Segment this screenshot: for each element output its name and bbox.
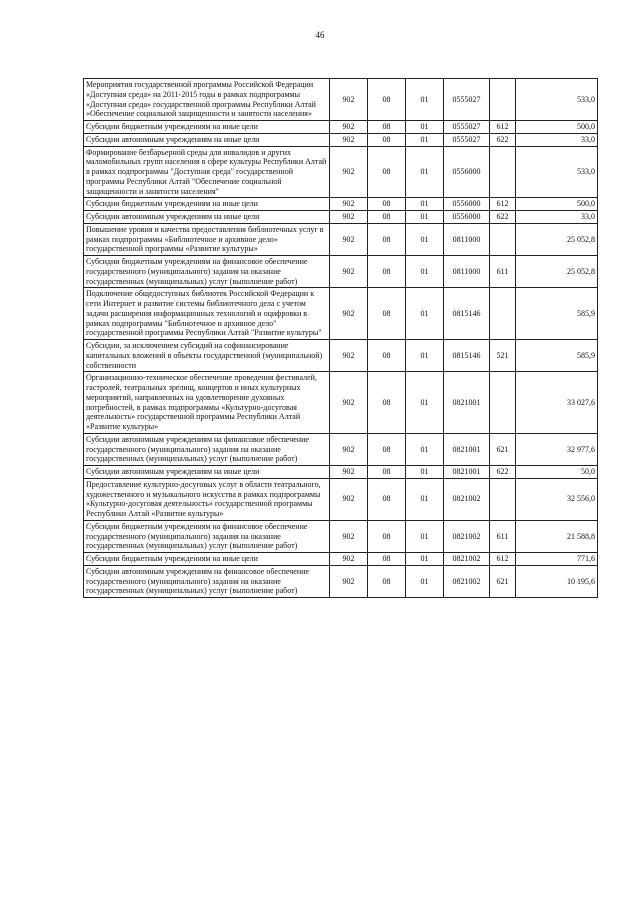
section-code: 08 bbox=[368, 433, 406, 465]
subsection-code: 01 bbox=[406, 133, 444, 146]
ministry-code: 902 bbox=[330, 121, 368, 134]
target-item-code: 0821001 bbox=[444, 433, 490, 465]
expense-type-code bbox=[490, 79, 516, 121]
amount-value: 585,9 bbox=[516, 340, 598, 372]
row-name: Предоставление культурно-досуговых услуг в области театрального, художественного и музыкального искусства в рамках подпрограммы «Культурно-досуговая деятельность» государственной программы Республики Алтай «Развитие культуры» bbox=[84, 478, 330, 520]
expense-type-code: 611 bbox=[490, 520, 516, 552]
table-row bbox=[84, 466, 598, 479]
ministry-code: 902 bbox=[330, 146, 368, 198]
amount-value: 771,6 bbox=[516, 553, 598, 566]
target-item-code: 0556000 bbox=[444, 198, 490, 211]
row-name: Субсидии автономным учреждениям на иные цели bbox=[84, 211, 330, 224]
ministry-code: 902 bbox=[330, 478, 368, 520]
target-item-code: 0555027 bbox=[444, 121, 490, 134]
expense-type-code: 621 bbox=[490, 565, 516, 597]
amount-value: 21 588,8 bbox=[516, 520, 598, 552]
ministry-code: 902 bbox=[330, 340, 368, 372]
subsection-code: 01 bbox=[406, 256, 444, 288]
target-item-code: 0556000 bbox=[444, 211, 490, 224]
expense-type-code bbox=[490, 146, 516, 198]
section-code: 08 bbox=[368, 146, 406, 198]
subsection-code: 01 bbox=[406, 198, 444, 211]
row-name: Субсидии автономным учреждениям на финансовое обеспечение государственного (муниципального) задания на оказание государственных (муниципальных) услуг (выполнение работ) bbox=[84, 565, 330, 597]
target-item-code: 0821001 bbox=[444, 466, 490, 479]
ministry-code: 902 bbox=[330, 256, 368, 288]
amount-value: 500,0 bbox=[516, 121, 598, 134]
row-name: Субсидии бюджетным учреждениям на финансовое обеспечение государственного (муниципального) задания на оказание государственных (муниципальных) услуг (выполнение работ) bbox=[84, 256, 330, 288]
amount-value: 533,0 bbox=[516, 79, 598, 121]
subsection-code: 01 bbox=[406, 121, 444, 134]
ministry-code: 902 bbox=[330, 288, 368, 340]
table-row bbox=[84, 553, 598, 566]
ministry-code: 902 bbox=[330, 223, 368, 255]
table-row bbox=[84, 520, 598, 552]
ministry-code: 902 bbox=[330, 211, 368, 224]
amount-value: 32 556,0 bbox=[516, 478, 598, 520]
amount-value: 32 977,6 bbox=[516, 433, 598, 465]
table-row bbox=[84, 433, 598, 465]
expense-type-code bbox=[490, 223, 516, 255]
section-code: 08 bbox=[368, 256, 406, 288]
expense-type-code: 521 bbox=[490, 340, 516, 372]
target-item-code: 0555027 bbox=[444, 133, 490, 146]
target-item-code: 0811000 bbox=[444, 256, 490, 288]
section-code: 08 bbox=[368, 340, 406, 372]
expense-type-code: 611 bbox=[490, 256, 516, 288]
section-code: 08 bbox=[368, 565, 406, 597]
subsection-code: 01 bbox=[406, 520, 444, 552]
target-item-code: 0815146 bbox=[444, 340, 490, 372]
section-code: 08 bbox=[368, 198, 406, 211]
row-name: Субсидии бюджетным учреждениям на иные цели bbox=[84, 121, 330, 134]
page-number: 46 bbox=[315, 30, 325, 40]
subsection-code: 01 bbox=[406, 288, 444, 340]
ministry-code: 902 bbox=[330, 372, 368, 434]
amount-value: 533,0 bbox=[516, 146, 598, 198]
subsection-code: 01 bbox=[406, 211, 444, 224]
row-name: Субсидии автономным учреждениям на иные цели bbox=[84, 466, 330, 479]
subsection-code: 01 bbox=[406, 553, 444, 566]
row-name: Подключение общедоступных библиотек Российской Федерации к сети Интернет и развитие системы библиотечного дела с учетом задачи расширения информационных технологий и оцифровки в рамках подпрограммы "Библиотечное и архивное дело" государственной программы Республики Алтай "Развитие культуры" bbox=[84, 288, 330, 340]
section-code: 08 bbox=[368, 79, 406, 121]
table-row bbox=[84, 211, 598, 224]
row-name: Субсидии автономным учреждениям на финансовое обеспечение государственного (муниципального) задания на оказание государственных (муниципальных) услуг (выполнение работ) bbox=[84, 433, 330, 465]
subsection-code: 01 bbox=[406, 223, 444, 255]
table-row bbox=[84, 121, 598, 134]
amount-value: 500,0 bbox=[516, 198, 598, 211]
row-name: Повышение уровня и качества предоставления библиотечных услуг в рамках подпрограммы «Библиотечное и архивное дело» государственной программы «Развитие культуры» bbox=[84, 223, 330, 255]
table-row bbox=[84, 146, 598, 198]
expense-type-code bbox=[490, 288, 516, 340]
target-item-code: 0821002 bbox=[444, 478, 490, 520]
table-row bbox=[84, 372, 598, 434]
target-item-code: 0811000 bbox=[444, 223, 490, 255]
subsection-code: 01 bbox=[406, 79, 444, 121]
row-name: Субсидии, за исключением субсидий на софинансирование капитальных вложений в объекты государственной (муниципальной) собственности bbox=[84, 340, 330, 372]
table-row bbox=[84, 79, 598, 121]
expense-type-code bbox=[490, 372, 516, 434]
table-row bbox=[84, 198, 598, 211]
ministry-code: 902 bbox=[330, 565, 368, 597]
section-code: 08 bbox=[368, 553, 406, 566]
ministry-code: 902 bbox=[330, 133, 368, 146]
table-row bbox=[84, 288, 598, 340]
target-item-code: 0821002 bbox=[444, 553, 490, 566]
section-code: 08 bbox=[368, 121, 406, 134]
row-name: Субсидии бюджетным учреждениям на иные цели bbox=[84, 198, 330, 211]
expense-type-code: 612 bbox=[490, 553, 516, 566]
section-code: 08 bbox=[368, 372, 406, 434]
section-code: 08 bbox=[368, 133, 406, 146]
target-item-code: 0821002 bbox=[444, 565, 490, 597]
target-item-code: 0556000 bbox=[444, 146, 490, 198]
amount-value: 33,0 bbox=[516, 211, 598, 224]
section-code: 08 bbox=[368, 466, 406, 479]
ministry-code: 902 bbox=[330, 79, 368, 121]
expense-type-code bbox=[490, 478, 516, 520]
amount-value: 585,9 bbox=[516, 288, 598, 340]
ministry-code: 902 bbox=[330, 520, 368, 552]
row-name: Организационно-техническое обеспечение проведения фестивалей, гастролей, театральных зрелищ, концертов и иных культурных мероприятий, направленных на удовлетворение духовных потребностей, в рамках подпрограммы «Культурно-досуговая деятельность» государственной программы Республики Алтай «Развитие культуры» bbox=[84, 372, 330, 434]
row-name: Субсидии автономным учреждениям на иные цели bbox=[84, 133, 330, 146]
section-code: 08 bbox=[368, 211, 406, 224]
expense-type-code: 612 bbox=[490, 198, 516, 211]
row-name: Субсидии бюджетным учреждениям на финансовое обеспечение государственного (муниципального) задания на оказание государственных (муниципальных) услуг (выполнение работ) bbox=[84, 520, 330, 552]
table-row bbox=[84, 340, 598, 372]
subsection-code: 01 bbox=[406, 340, 444, 372]
ministry-code: 902 bbox=[330, 433, 368, 465]
amount-value: 10 195,6 bbox=[516, 565, 598, 597]
amount-value: 25 052,8 bbox=[516, 223, 598, 255]
subsection-code: 01 bbox=[406, 565, 444, 597]
subsection-code: 01 bbox=[406, 433, 444, 465]
amount-value: 25 052,8 bbox=[516, 256, 598, 288]
section-code: 08 bbox=[368, 478, 406, 520]
target-item-code: 0555027 bbox=[444, 79, 490, 121]
amount-value: 33 027,6 bbox=[516, 372, 598, 434]
expense-type-code: 621 bbox=[490, 433, 516, 465]
section-code: 08 bbox=[368, 288, 406, 340]
subsection-code: 01 bbox=[406, 466, 444, 479]
row-name: Субсидии бюджетным учреждениям на иные цели bbox=[84, 553, 330, 566]
table-row bbox=[84, 478, 598, 520]
expense-type-code: 622 bbox=[490, 133, 516, 146]
budget-table bbox=[83, 78, 598, 598]
table-row bbox=[84, 133, 598, 146]
target-item-code: 0821002 bbox=[444, 520, 490, 552]
expense-type-code: 622 bbox=[490, 211, 516, 224]
ministry-code: 902 bbox=[330, 198, 368, 211]
target-item-code: 0815146 bbox=[444, 288, 490, 340]
subsection-code: 01 bbox=[406, 478, 444, 520]
row-name: Мероприятия государственной программы Российской Федерации «Доступная среда» на 2011-2015 годы в рамках подпрограммы «Доступная среда» государственной программы Республики Алтай «Обеспечение социальной защищенности и занятости населения» bbox=[84, 79, 330, 121]
subsection-code: 01 bbox=[406, 146, 444, 198]
table-row bbox=[84, 565, 598, 597]
ministry-code: 902 bbox=[330, 466, 368, 479]
row-name: Формирование безбарьерной среды для инвалидов и других маломобильных групп населения в сфере культуры Республики Алтай в рамках подпрограммы "Доступная среда" государственной программы Республики Алтай "Обеспечение социальной защищенности и занятости населения" bbox=[84, 146, 330, 198]
ministry-code: 902 bbox=[330, 553, 368, 566]
expense-type-code: 612 bbox=[490, 121, 516, 134]
amount-value: 50,0 bbox=[516, 466, 598, 479]
table-row bbox=[84, 256, 598, 288]
section-code: 08 bbox=[368, 520, 406, 552]
expense-type-code: 622 bbox=[490, 466, 516, 479]
amount-value: 33,0 bbox=[516, 133, 598, 146]
section-code: 08 bbox=[368, 223, 406, 255]
table-row bbox=[84, 223, 598, 255]
target-item-code: 0821001 bbox=[444, 372, 490, 434]
subsection-code: 01 bbox=[406, 372, 444, 434]
